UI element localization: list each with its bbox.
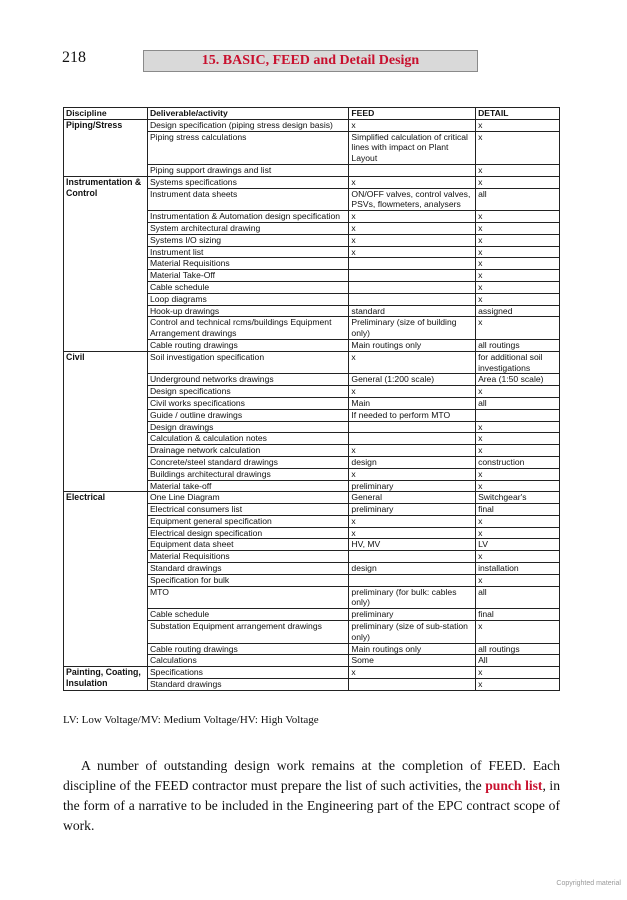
detail-cell: x: [476, 433, 560, 445]
discipline-cell: Civil: [64, 351, 148, 492]
detail-cell: x: [476, 386, 560, 398]
feed-cell: x: [349, 246, 476, 258]
detail-cell: x: [476, 222, 560, 234]
deliverable-cell: MTO: [147, 586, 348, 609]
deliverable-cell: Design drawings: [147, 421, 348, 433]
deliverable-cell: Cable schedule: [147, 281, 348, 293]
feed-cell: Simplified calculation of critical lines with impact on Plant Layout: [349, 131, 476, 164]
deliverables-table: [63, 107, 560, 691]
feed-cell: HV, MV: [349, 539, 476, 551]
detail-cell: all: [476, 397, 560, 409]
detail-cell: x: [476, 621, 560, 644]
detail-cell: all: [476, 586, 560, 609]
feed-cell: Main: [349, 397, 476, 409]
detail-cell: All: [476, 655, 560, 667]
header-discipline: Discipline: [64, 108, 148, 120]
copyright-notice: Copyrighted material: [556, 880, 621, 887]
deliverable-cell: System architectural drawing: [147, 222, 348, 234]
punch-list-term: punch list: [485, 777, 543, 793]
deliverable-cell: Control and technical rcms/buildings Equipment Arrangement drawings: [147, 317, 348, 340]
deliverable-cell: Calculation & calculation notes: [147, 433, 348, 445]
deliverable-cell: Instrument data sheets: [147, 188, 348, 211]
feed-cell: preliminary (size of sub-station only): [349, 621, 476, 644]
feed-cell: preliminary: [349, 609, 476, 621]
feed-cell: x: [349, 527, 476, 539]
deliverable-cell: Electrical design specification: [147, 527, 348, 539]
deliverable-cell: Cable routing drawings: [147, 643, 348, 655]
feed-cell: design: [349, 563, 476, 575]
deliverable-cell: Electrical consumers list: [147, 504, 348, 516]
feed-cell: preliminary: [349, 480, 476, 492]
feed-cell: [349, 574, 476, 586]
deliverable-cell: Drainage network calculation: [147, 445, 348, 457]
header-feed: FEED: [349, 108, 476, 120]
detail-cell: x: [476, 574, 560, 586]
detail-cell: x: [476, 515, 560, 527]
deliverable-cell: Buildings architectural drawings: [147, 468, 348, 480]
feed-cell: x: [349, 176, 476, 188]
table-body: [64, 119, 560, 690]
feed-cell: [349, 164, 476, 176]
deliverable-cell: Systems specifications: [147, 176, 348, 188]
deliverable-cell: Guide / outline drawings: [147, 409, 348, 421]
detail-cell: x: [476, 667, 560, 679]
deliverable-cell: Concrete/steel standard drawings: [147, 456, 348, 468]
feed-cell: x: [349, 351, 476, 374]
paragraph-text-before: A number of outstanding design work remains at the completion of FEED. Each discipline of the FEED contractor must prepare the list of such activities, the: [63, 757, 560, 793]
feed-cell: x: [349, 445, 476, 457]
detail-cell: x: [476, 527, 560, 539]
feed-cell: design: [349, 456, 476, 468]
deliverable-cell: Equipment general specification: [147, 515, 348, 527]
deliverable-cell: Soil investigation specification: [147, 351, 348, 374]
detail-cell: for additional soil investigations: [476, 351, 560, 374]
feed-cell: [349, 293, 476, 305]
body-paragraph: [63, 756, 560, 836]
detail-cell: all routings: [476, 339, 560, 351]
deliverable-cell: Material Requisitions: [147, 551, 348, 563]
deliverable-cell: Piping support drawings and list: [147, 164, 348, 176]
detail-cell: final: [476, 504, 560, 516]
feed-cell: Preliminary (size of building only): [349, 317, 476, 340]
deliverable-cell: Standard drawings: [147, 679, 348, 691]
deliverable-cell: Hook-up drawings: [147, 305, 348, 317]
detail-cell: x: [476, 246, 560, 258]
feed-cell: x: [349, 468, 476, 480]
deliverable-cell: Instrument list: [147, 246, 348, 258]
feed-cell: x: [349, 667, 476, 679]
chapter-title: 15. BASIC, FEED and Detail Design: [143, 50, 478, 72]
detail-cell: x: [476, 293, 560, 305]
feed-cell: x: [349, 515, 476, 527]
feed-cell: x: [349, 222, 476, 234]
header-detail: DETAIL: [476, 108, 560, 120]
detail-cell: x: [476, 234, 560, 246]
feed-cell: General (1:200 scale): [349, 374, 476, 386]
feed-cell: Main routings only: [349, 339, 476, 351]
table-row: [64, 667, 560, 679]
feed-cell: [349, 270, 476, 282]
deliverable-cell: Standard drawings: [147, 563, 348, 575]
detail-cell: [476, 409, 560, 421]
detail-cell: x: [476, 281, 560, 293]
detail-cell: x: [476, 551, 560, 563]
feed-cell: x: [349, 119, 476, 131]
table-row: [64, 492, 560, 504]
deliverable-cell: Systems I/O sizing: [147, 234, 348, 246]
deliverable-cell: Material Requisitions: [147, 258, 348, 270]
feed-cell: Some: [349, 655, 476, 667]
feed-cell: [349, 679, 476, 691]
deliverable-cell: Substation Equipment arrangement drawings: [147, 621, 348, 644]
discipline-cell: Electrical: [64, 492, 148, 667]
detail-cell: x: [476, 258, 560, 270]
detail-cell: x: [476, 317, 560, 340]
detail-cell: x: [476, 445, 560, 457]
feed-cell: [349, 421, 476, 433]
detail-cell: x: [476, 421, 560, 433]
feed-cell: x: [349, 234, 476, 246]
feed-cell: Main routings only: [349, 643, 476, 655]
deliverable-cell: Cable schedule: [147, 609, 348, 621]
feed-cell: If needed to perform MTO: [349, 409, 476, 421]
deliverable-cell: Loop diagrams: [147, 293, 348, 305]
deliverable-cell: Civil works specifications: [147, 397, 348, 409]
feed-cell: x: [349, 386, 476, 398]
feed-cell: General: [349, 492, 476, 504]
detail-cell: final: [476, 609, 560, 621]
detail-cell: Switchgear's: [476, 492, 560, 504]
feed-cell: preliminary (for bulk: cables only): [349, 586, 476, 609]
feed-cell: [349, 433, 476, 445]
deliverable-cell: Specification for bulk: [147, 574, 348, 586]
detail-cell: installation: [476, 563, 560, 575]
detail-cell: x: [476, 211, 560, 223]
deliverable-cell: One Line Diagram: [147, 492, 348, 504]
detail-cell: x: [476, 679, 560, 691]
detail-cell: assigned: [476, 305, 560, 317]
feed-cell: [349, 551, 476, 563]
table-row: [64, 119, 560, 131]
feed-cell: preliminary: [349, 504, 476, 516]
table-row: [64, 351, 560, 374]
feed-cell: [349, 258, 476, 270]
deliverable-cell: Underground networks drawings: [147, 374, 348, 386]
deliverable-cell: Piping stress calculations: [147, 131, 348, 164]
feed-cell: x: [349, 211, 476, 223]
table-row: [64, 176, 560, 188]
detail-cell: construction: [476, 456, 560, 468]
discipline-cell: Piping/Stress: [64, 119, 148, 176]
voltage-footnote: LV: Low Voltage/MV: Medium Voltage/HV: High Voltage: [63, 714, 319, 726]
feed-cell: ON/OFF valves, control valves, PSVs, flowmeters, analysers: [349, 188, 476, 211]
deliverable-cell: Instrumentation & Automation design specification: [147, 211, 348, 223]
deliverable-cell: Cable routing drawings: [147, 339, 348, 351]
paragraph-text-after: , in the form of a narrative to be included in the Engineering part of the EPC contract scope of work.: [63, 777, 561, 833]
deliverable-cell: Design specification (piping stress design basis): [147, 119, 348, 131]
page-number: 218: [62, 49, 86, 66]
detail-cell: x: [476, 119, 560, 131]
deliverable-cell: Material take-off: [147, 480, 348, 492]
detail-cell: Area (1:50 scale): [476, 374, 560, 386]
detail-cell: x: [476, 164, 560, 176]
detail-cell: all: [476, 188, 560, 211]
deliverable-cell: Equipment data sheet: [147, 539, 348, 551]
deliverable-cell: Material Take-Off: [147, 270, 348, 282]
deliverable-cell: Design specifications: [147, 386, 348, 398]
detail-cell: all routings: [476, 643, 560, 655]
header-deliverable: Deliverable/activity: [147, 108, 348, 120]
feed-cell: [349, 281, 476, 293]
detail-cell: LV: [476, 539, 560, 551]
feed-cell: standard: [349, 305, 476, 317]
detail-cell: x: [476, 131, 560, 164]
table-header-row: [64, 108, 560, 120]
detail-cell: x: [476, 176, 560, 188]
discipline-cell: Instrumentation & Control: [64, 176, 148, 351]
discipline-cell: Painting, Coating, Insulation: [64, 667, 148, 691]
deliverable-cell: Specifications: [147, 667, 348, 679]
detail-cell: x: [476, 270, 560, 282]
deliverable-cell: Calculations: [147, 655, 348, 667]
detail-cell: x: [476, 468, 560, 480]
detail-cell: x: [476, 480, 560, 492]
